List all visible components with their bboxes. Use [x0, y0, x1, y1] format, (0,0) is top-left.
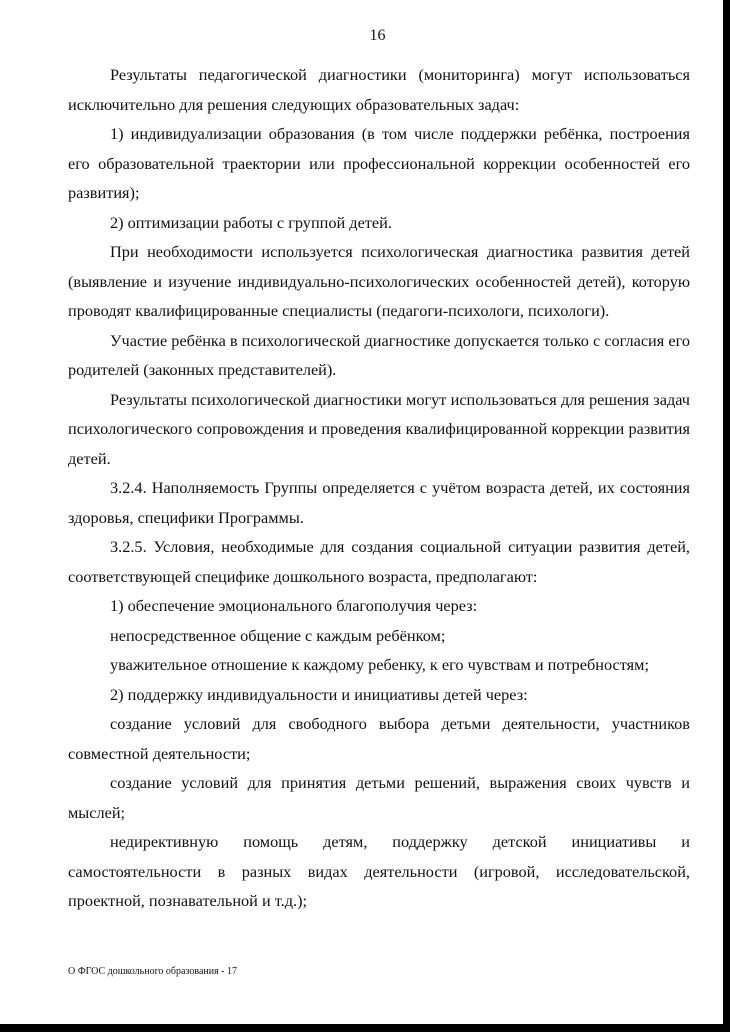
scan-edge-bottom — [0, 1024, 730, 1032]
paragraph-direct-communication: непосредственное общение с каждым ребёнком; — [110, 625, 446, 645]
paragraph-emotional-wellbeing: 1) обеспечение эмоционального благополучия через: — [110, 596, 478, 615]
paragraph-non-directive-help: недирективную помощь детям, поддержку детской инициативы и самостоятельности в разных видах деятельности (игровой, исследовательской, проектной, познавательной и т.д.); — [68, 832, 690, 910]
paragraph-decision-making: создание условий для принятия детьми решений, выражения своих чувств и мыслей; — [68, 773, 690, 822]
document-body — [68, 60, 690, 916]
paragraph-individualization: 1) индивидуализации образования (в том числе поддержки ребёнка, построения его образовательной траектории или профессиональной коррекции особенностей его развития); — [68, 124, 690, 202]
paragraph-psychological-results: Результаты психологической диагностики могут использоваться для решения задач психологического сопровождения и проведения квалифицированной коррекции развития детей. — [68, 389, 690, 468]
paragraph-free-choice: создание условий для свободного выбора детьми деятельности, участников совместной деятельности; — [68, 714, 690, 763]
paragraph-parental-consent: Участие ребёнка в психологической диагностике допускается только с согласия его родителей (законных представителей). — [68, 330, 690, 379]
paragraph-group-optimization: 2) оптимизации работы с группой детей. — [110, 212, 392, 232]
paragraph-diagnostics-results: Результаты педагогической диагностики (мониторинга) могут использоваться исключительно для решения следующих образовательных задач: — [68, 65, 690, 114]
paragraph-psychological-diagnostics: При необходимости используется психологическая диагностика развития детей (выявление и изучение индивидуально-психологических особенностей детей), которую проводят квалифицированные специалисты (педагоги-психологи, психологи). — [68, 242, 690, 320]
paragraph-respectful-attitude: уважительное отношение к каждому ребенку, к его чувствам и потребностям; — [110, 655, 649, 674]
page-footer: О ФГОС дошкольного образования - 17 — [68, 966, 238, 977]
paragraph-individuality-support: 2) поддержку индивидуальности и инициативы детей через: — [110, 684, 528, 704]
page-number: 16 — [369, 27, 386, 44]
paragraph-group-size: 3.2.4. Наполняемость Группы определяется с учётом возраста детей, их состояния здоровья, специфики Программы. — [68, 478, 690, 527]
scan-edge-right — [723, 0, 730, 1032]
paragraph-social-conditions: 3.2.5. Условия, необходимые для создания социальной ситуации развития детей, соответствующей специфике дошкольного возраста, предполагают: — [68, 537, 690, 586]
